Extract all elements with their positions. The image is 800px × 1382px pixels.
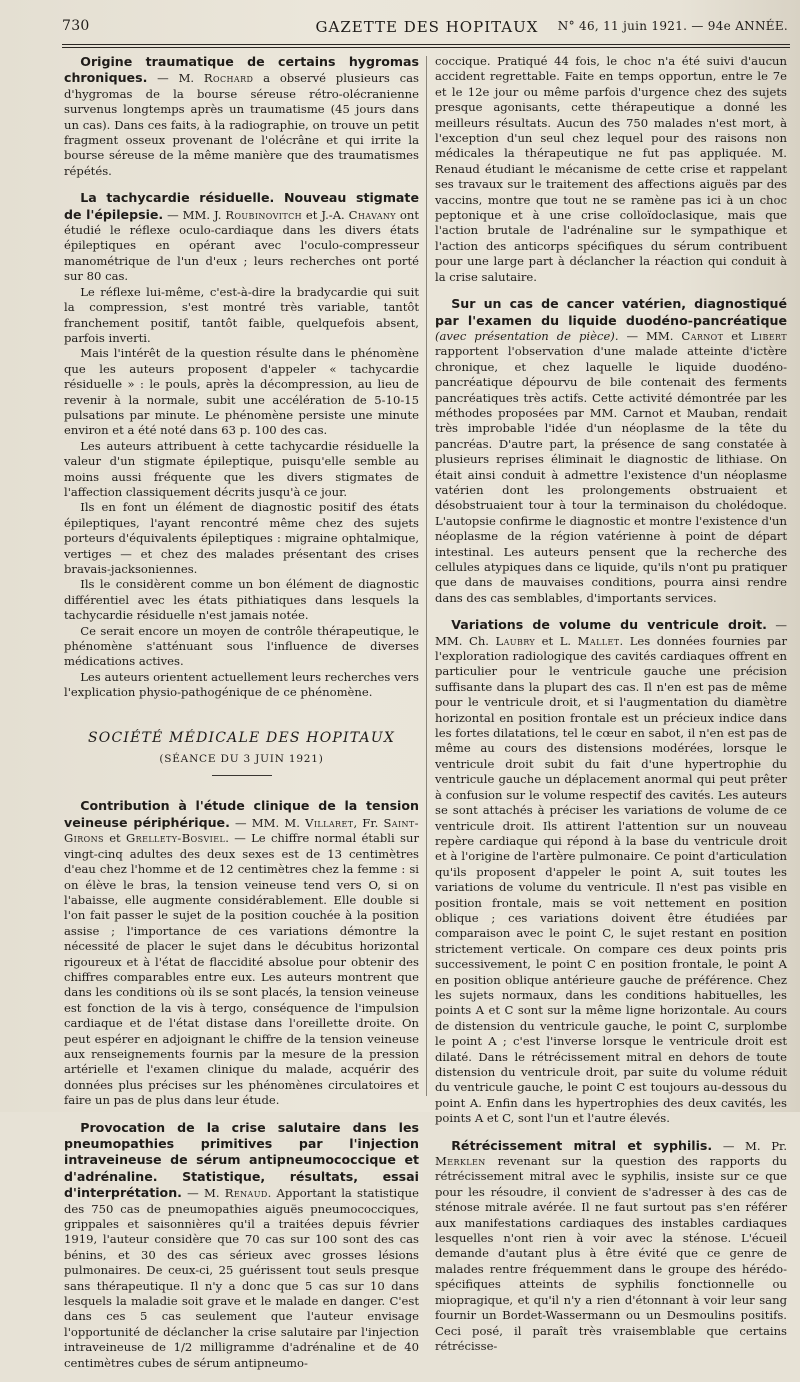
article-text: . Apportant la statistique des 750 cas de pneumopathies aiguës pneumococciques, grippales et saisonnières qu'il a traitées depuis février 1919, l'auteur considère que 70 cas sur 100 sont des cas bénins, et 30 des cas sérieux avec grosses lésions pulmonaires. De ceux-ci, 25 guérissent tout seuls presque sans thérapeutique. Il n'y a donc que 5 cas sur 10 dans lesquels la maladie soit grave et le malade en danger. C'est dans ces 5 cas seulement que l'auteur envisage l'opportunité de déclancher la crise salutaire par l'injection intraveineuse de 1/2 milligramme d'adrénaline et de 40 centimètres cubes de sérum antipneumo- [64, 1186, 419, 1370]
paragraph: Ils en font un élément de diagnostic positif des états épileptiques, l'ayant rencontré même chez des sujets porteurs d'équivalents épileptiques : migraine ophtalmique, vertiges — et chez des malades présentant des crises bravais-jacksoniennes. [64, 500, 419, 576]
author-name: Carnot [681, 328, 724, 343]
article-text: ont étudié le réflexe oculo-cardiaque dans les divers états épileptiques en opérant avec l'oculo-compresseur manométrique de l'un d'eux ; leurs recherches ont porté sur 80 cas. [64, 207, 419, 284]
left-column [64, 54, 419, 1382]
paragraph: Les auteurs orientent actuellement leurs recherches vers l'explication physio-pathogénique de ce phénomène. [64, 669, 419, 700]
author-name: Merklen [435, 1154, 486, 1169]
right-column [435, 54, 787, 1365]
article-text: — M. [181, 1186, 225, 1201]
journal-title: GAZETTE DES HOPITAUX [315, 18, 539, 36]
article-title: Variations de volume du ventricule droit. [451, 617, 767, 633]
article-tachycardie [64, 190, 419, 700]
paragraph: Mais l'intérêt de la question résulte dans le phénomène que les auteurs proposent d'appeler « tachycardie résiduelle » : le pouls, après la décompression, au lieu de revenir à la normale, subit une accélération de 5-10-15 pulsations par minute. Le phénomène persiste une minute environ et a été noté dans 63 p. 100 des cas. [64, 346, 419, 438]
article-text: — MM. J. [163, 207, 226, 222]
article-text: et [723, 328, 751, 343]
seance-date: (SÉANCE DU 3 JUIN 1921) [159, 753, 324, 766]
article-cancer-vaterien [435, 296, 787, 606]
article-text: — MM. Ch. [435, 618, 788, 648]
article-tension-veineuse [64, 798, 419, 1108]
article-title: Provocation de la crise salutaire dans les pneumopathies primitives par l'injection intraveineuse de sérum antipneumococcique et d'adrénaline. Statistique, résultats, essai d'interprétation. [64, 1119, 419, 1201]
paragraph: Le réflexe lui-même, c'est-à-dire la bradycardie qui suit la compression, s'est montré très variable, tantôt franchement positif, tantôt faible, quelquefois absent, parfois inverti. [64, 284, 419, 345]
author-name: Laubry [495, 633, 536, 648]
page-header [62, 14, 792, 38]
article-text: revenant sur la question des rapports du rétrécissement mitral avec le syphilis, insiste sur ce que pour les résoudre, il convient de s'adresser à des cas de sténose mitrale avérée. Il ne faut surtout pas s'en référer aux manifestations cardiaques des instables cardiaques lesquelles n'ont rien à voir avec la sténose. L'écueil demande d'autant plus à être évité que ce genre de malades rentre fréquemment dans le groupe des hérédo-spécifiques atteints de syphilis fonctionnelle ou miopragique, et qu'il n'y a rien d'étonnant à voir leur sang fournir un Bordet-Wassermann ou un Desmoulins positifs. Ceci posé, il paraît très vraisemblable que certains rétrécisse- [435, 1154, 787, 1353]
paragraph: coccique. Pratiqué 44 fois, le choc n'a été suivi d'aucun accident regrettable. Faite en temps opportun, entre le 7e et le 12e jour ou même parfois d'urgence chez des sujets presque agonisants, cette thérapeutique a donné les meilleurs résultats. Aucun des 750 malades n'est mort, à l'exception d'un seul chez lequel pour des raisons non médicales la thérapeutique ne fut pas appliquée. M. Renaud étudiant le mécanisme de cette crise et rappelant ses travaux sur le traitement des affections aiguës par des vaccins, montre que tout ne se ramène pas ici à un choc peptonique et à une crise colloïdoclasique, mais que l'action brutale de l'adrénaline sur le sympathique et l'action des anticorps spécifiques du sérum contribuent pour une large part à déclancher la réaction qui conduit à la crise salutaire. [435, 54, 787, 284]
column-divider [426, 56, 427, 1096]
article-text: et J.-A. [302, 207, 349, 222]
article-text: — M. [147, 71, 204, 86]
header-rule-bottom [62, 47, 790, 48]
author-name: Libert [750, 328, 787, 343]
author-name: Renaud [224, 1186, 268, 1201]
author-name: Chavany [348, 207, 396, 222]
article-hygromas [64, 54, 419, 179]
author-name: Roubinovitch [225, 207, 302, 222]
article-text: rapportent l'observation d'une malade atteinte d'ictère chronique, et chez laquelle le liquide duodéno-pancréatique dépourvu de bile contenait des ferments pancréatiques très actifs. Cette activité démontrée par les méthodes proposées par MM. Carnot et Mauban, rendait très improbable l'idée d'un néoplasme de la tête du pancréas. D'autre part, la présence de sang constatée à plusieurs reprises éliminait le diagnostic de lithiase. On était ainsi conduit à admettre l'existence d'un néoplasme vatérien dont les prolongements obstruaient et désobstruaient tour à tour la terminaison du cholédoque. L'autopsie confirme le diagnostic et montre l'existence d'un néoplasme de la région vatérienne à point de départ intestinal. Les auteurs pensent que la recherche des cellules atypiques dans ce liquide, qu'ils n'ont pu pratiquer que dans de mauvaises conditions, pourra ainsi rendre dans des cas semblables, d'importants services. [435, 344, 787, 605]
author-name: Mallet [577, 633, 620, 648]
author-name: Villaret [305, 815, 354, 830]
article-text: , Fr. [353, 815, 384, 830]
article-text: . Les données fournies par l'exploration radiologique des cavités cardiaques offrent en particulier pour le ventricule gauche une précision suffisante dans la plupart des cas. Il n'en est pas de même pour le ventricule droit, et si l'augmentation du diamètre horizontal en position frontale est un précieux indice dans les fortes dilatations, tel le cœur en sabot, il n'en est pas de même au cours des distensions modérées, lorsque le ventricule droit subit du fait d'une hypertrophie du ventricule gauche un déplacement anormal qui peut prêter à confusion sur le volume respectif des cavités. Les auteurs se sont attachés à préciser les variations de volume de ce ventricule droit. Ils attirent l'attention sur un nouveau repère cardiaque qui répond à la base du ventricule droit et à l'origine de l'artère pulmonaire. Ce point d'articulation qu'ils proposent d'appeler le point A, suit toutes les variations de volume du ventricule. Il n'est pas visible en position frontale, mais se voit nettement en position oblique ; ces variations doivent être étudiées par comparaison avec le point C, le sujet restant en position strictement verticale. On compare ces deux points pris successivement, le point C en position frontale, le point A en position oblique antérieure gauche de préférence. Chez les sujets normaux, dans les conditions habituelles, les points A et C sont sur la même ligne horizontale. Au cours de distension du ventricule gauche, le point C, surplombe le point A ; c'est l'inverse lorsque le ventricule droit est dilaté. Dans le rétrécissement mitral en dehors de toute distension du ventricule droit, par suite du volume réduit du ventricule gauche, le point C est toujours au-dessous du point A. Enfin dans les hypertrophies des deux cavités, les points A et C, sont l'un et l'autre élevés. [435, 633, 787, 1126]
author-name: Saint-Girons [64, 815, 419, 846]
article-text: . — Le chiffre normal établi sur vingt-cinq adultes des deux sexes est de 13 centimètres d'eau chez l'homme et de 12 centimètres chez la femme : si on élève le bras, la tension veineuse tend vers O, si on l'abaisse, elle augmente considérablement. Elle double si l'on fait passer le sujet de la position couchée à la position assise ; l'importance de ces variations démontre la nécessité de placer le sujet dans le décubitus horizontal rigoureux et à l'état de flaccidité absolue pour obtenir des chiffres comparables entre eux. Les auteurs montrent que dans les conditions où ils se sont placés, la tension veineuse est fonction de la vis à tergo, conséquence de l'impulsion cardiaque et de l'état distase dans l'oreillette droite. On peut espérer en adjoignant le chiffre de la tension veineuse aux renseignements fournis par la mesure de la pression artérielle et l'examen clinique du malade, acquérir des données plus précises sur les phénomènes circulatoires et faire un pas de plus dans leur étude. [64, 831, 419, 1108]
paragraph: Ils le considèrent comme un bon élément de diagnostic différentiel avec les états pithiatiques dans lesquels la tachycardie résiduelle n'est jamais notée. [64, 577, 419, 623]
page-number: 730 [62, 18, 90, 34]
article-text: a observé plusieurs cas d'hygromas de la bourse séreuse rétro-olécranienne survenus longtemps après un traumatisme (45 jours dans un cas). Dans ces faits, à la radiographie, on trouve un petit fragment osseux provenant de l'olécrâne et qui irrite la bourse séreuse de la même manière que des traumatismes répétés. [64, 71, 419, 178]
article-subtitle: (avec présentation de pièce). [435, 328, 619, 343]
author-name: Grellety-Bosviel [126, 831, 226, 846]
article-text: — M. Pr. [712, 1138, 787, 1153]
article-ventricule-droit [435, 617, 787, 1126]
article-text: — MM. M. [229, 815, 306, 830]
article-title: La tachycardie résiduelle. Nouveau stigmate de l'épilepsie. [64, 190, 419, 222]
article-text: et L. [535, 633, 578, 648]
article-crise-salutaire-continued [435, 54, 787, 285]
article-crise-salutaire [64, 1120, 419, 1372]
article-title: Sur un cas de cancer vatérien, diagnostiqué par l'examen du liquide duodéno-pancréatique [435, 296, 787, 328]
article-retrecissement-mitral [435, 1138, 787, 1355]
section-divider [212, 775, 272, 776]
author-name: Rochard [203, 71, 254, 86]
header-rule-top [62, 44, 790, 45]
paragraph: Les auteurs attribuent à cette tachycardie résiduelle la valeur d'un stigmate épileptique, puisqu'elle semble au moins aussi fréquente que les divers stigmates de l'affection classiquement décrits jusqu'à ce jour. [64, 438, 419, 499]
society-heading: SOCIÉTÉ MÉDICALE DES HOPITAUX [87, 729, 395, 746]
article-title: Rétrécissement mitral et syphilis. [451, 1137, 713, 1153]
article-title: Origine traumatique de certains hygromas chroniques. [64, 54, 419, 86]
article-text: et [103, 831, 127, 846]
article-title: Contribution à l'étude clinique de la tension veineuse périphérique. [64, 798, 419, 830]
issue-info: N° 46, 11 juin 1921. — 94e ANNÉE. [557, 19, 788, 33]
paragraph: Ce serait encore un moyen de contrôle thérapeutique, le phénomène s'atténuant sous l'influence de diverses médications actives. [64, 623, 419, 669]
article-text: — MM. [618, 328, 682, 343]
